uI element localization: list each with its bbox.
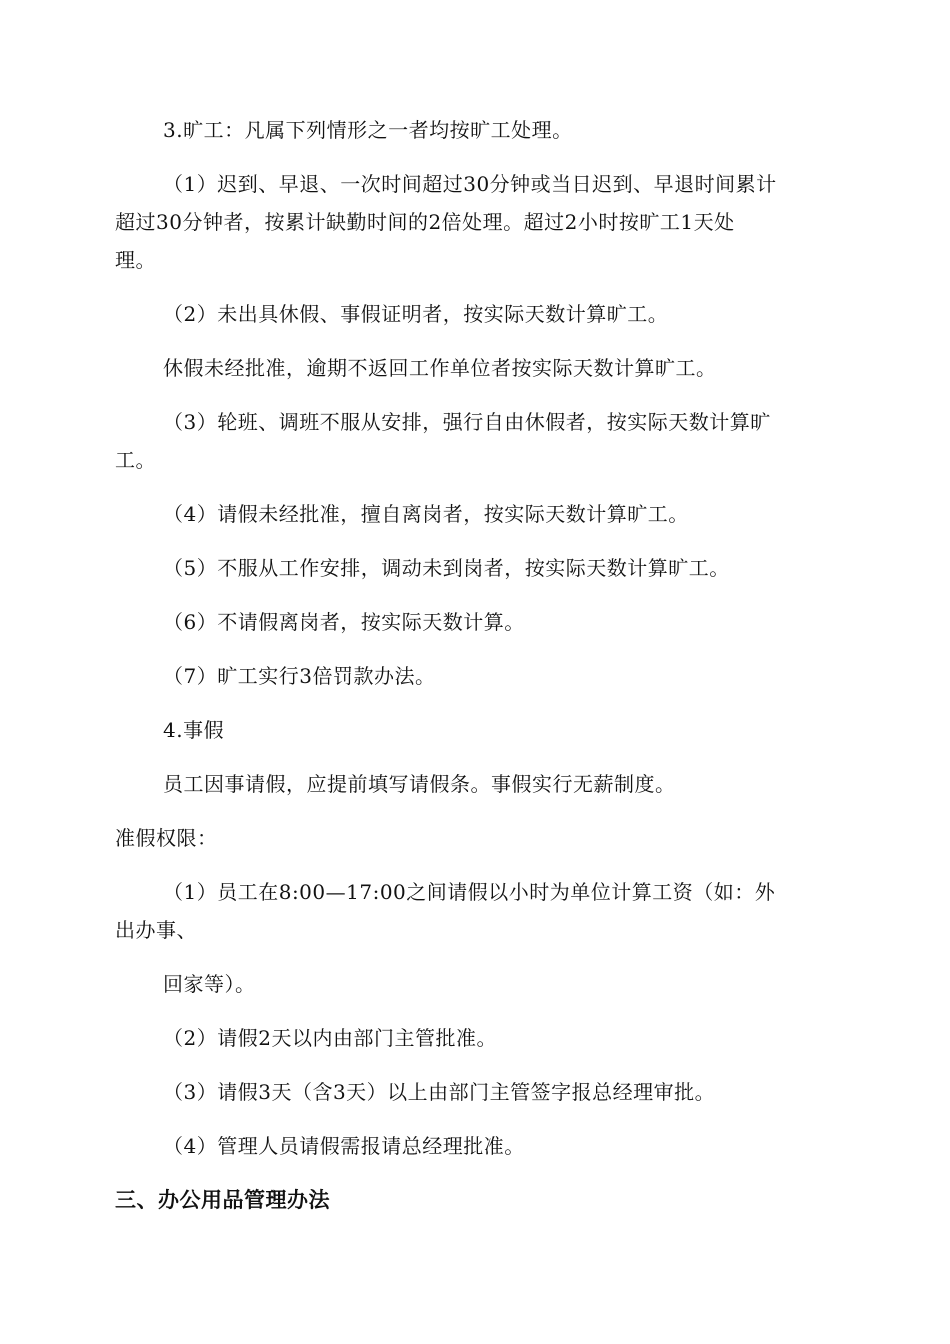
clause-absenteeism-item-6: （6）不请假离岗者，按实际天数计算。 — [163, 610, 525, 634]
clause-absenteeism-item-1-line-1: （1）迟到、早退、一次时间超过30分钟或当日迟到、早退时间累计 — [163, 172, 777, 196]
section-heading-office-supplies: 三、办公用品管理办法 — [115, 1188, 330, 1212]
clause-absenteeism-item-4: （4）请假未经批准，擅自离岗者，按实际天数计算旷工。 — [163, 502, 689, 526]
leave-authority-label: 准假权限： — [115, 826, 218, 850]
clause-absenteeism-item-3-line-2: 工。 — [115, 448, 156, 472]
clause-absenteeism-item-5: （5）不服从工作安排，调动未到岗者，按实际天数计算旷工。 — [163, 556, 730, 580]
leave-authority-item-1-line-2: 出办事、 — [115, 918, 197, 942]
clause-personal-leave-title: 4.事假 — [163, 718, 225, 742]
leave-authority-item-3: （3）请假3天（含3天）以上由部门主管签字报总经理审批。 — [163, 1080, 716, 1104]
clause-personal-leave-body: 员工因事请假，应提前填写请假条。事假实行无薪制度。 — [163, 772, 676, 796]
clause-absenteeism-item-7: （7）旷工实行3倍罚款办法。 — [163, 664, 436, 688]
leave-authority-item-1-line-3: 回家等）。 — [163, 972, 256, 996]
leave-authority-item-4: （4）管理人员请假需报请总经理批准。 — [163, 1134, 525, 1158]
clause-absenteeism-item-1-line-3: 理。 — [115, 248, 156, 272]
clause-absenteeism-item-3-line-1: （3）轮班、调班不服从安排，强行自由休假者，按实际天数计算旷 — [163, 410, 771, 434]
leave-authority-item-2: （2）请假2天以内由部门主管批准。 — [163, 1026, 497, 1050]
clause-absenteeism-item-2-extra: 休假未经批准，逾期不返回工作单位者按实际天数计算旷工。 — [163, 356, 717, 380]
clause-absenteeism-item-1-line-2: 超过30分钟者，按累计缺勤时间的2倍处理。超过2小时按旷工1天处 — [115, 210, 735, 234]
clause-absenteeism-title: 3.旷工：凡属下列情形之一者均按旷工处理。 — [163, 118, 573, 142]
leave-authority-item-1-line-1: （1）员工在8:00—17:00之间请假以小时为单位计算工资（如：外 — [163, 880, 776, 904]
clause-absenteeism-item-2: （2）未出具休假、事假证明者，按实际天数计算旷工。 — [163, 302, 669, 326]
